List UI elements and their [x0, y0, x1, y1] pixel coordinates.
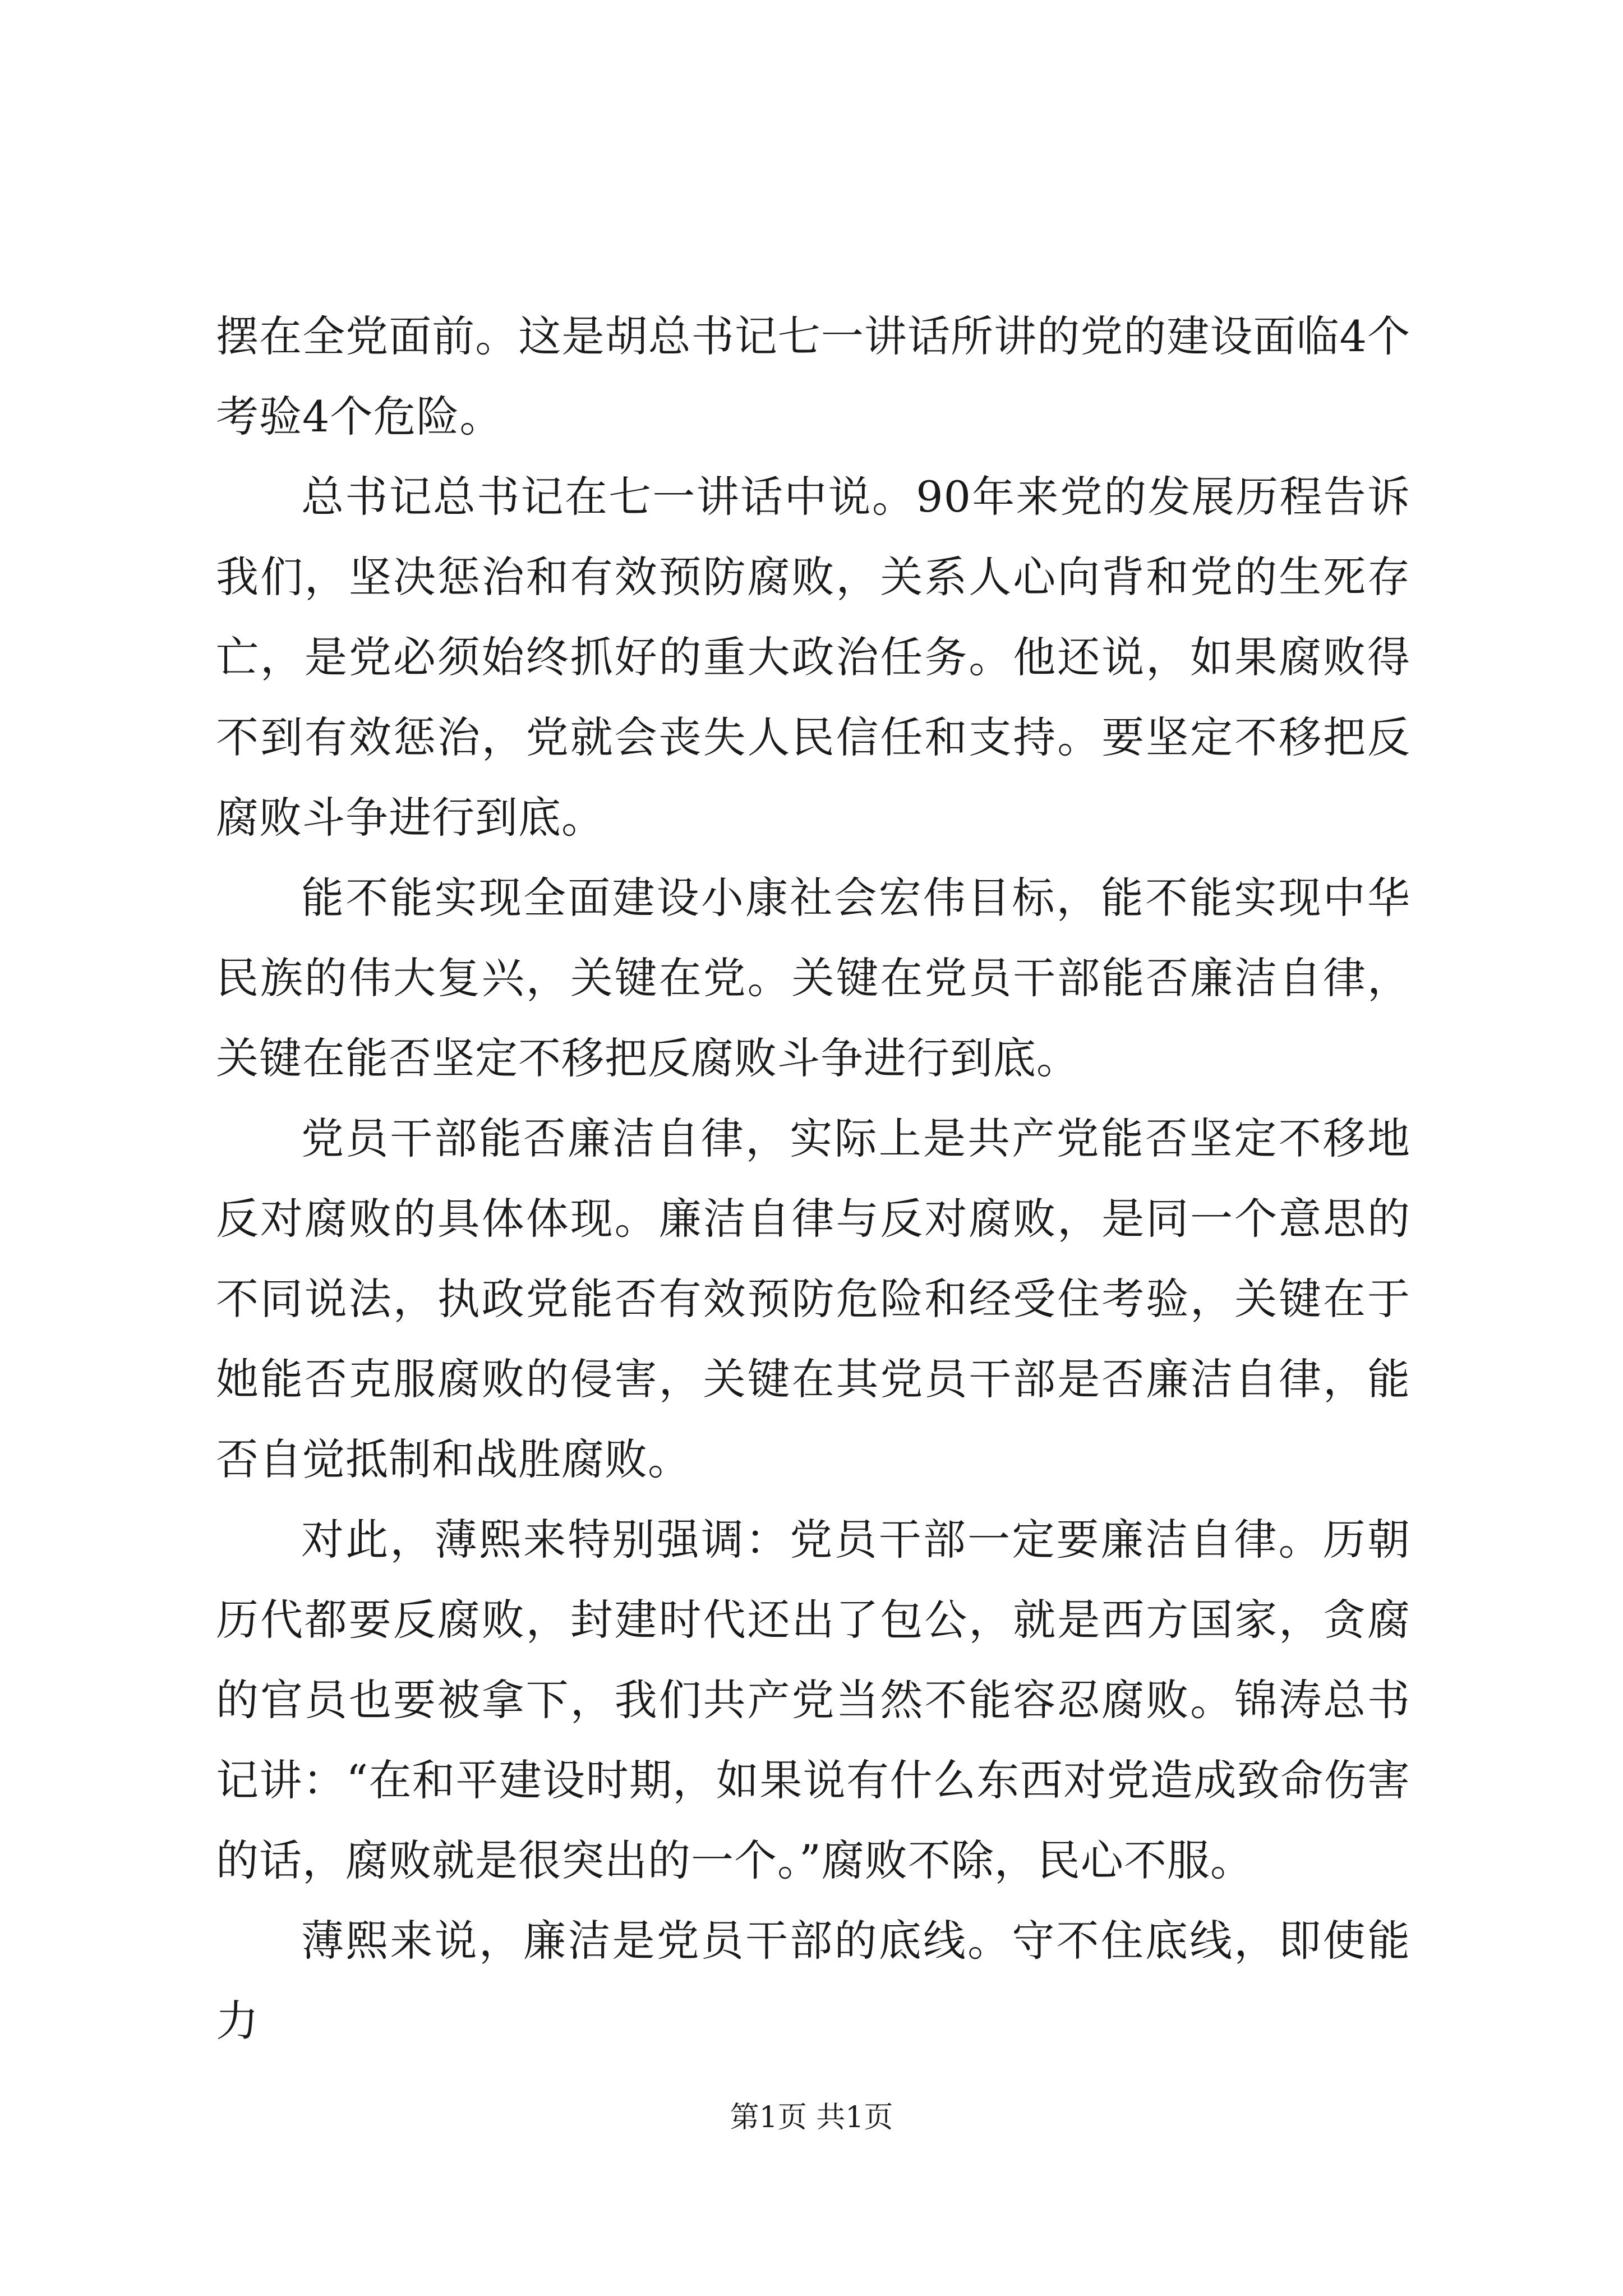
paragraph-4: 党员干部能否廉洁自律，实际上是共产党能否坚定不移地反对腐败的具体体现。廉洁自律与反对腐败，是同一个意思的不同说法，执政党能否有效预防危险和经受住考验，关键在于她能否克服腐败的侵害，关键在其党员干部是否廉洁自律，能否自觉抵制和战胜腐败。: [216, 1114, 1410, 1484]
paragraph-1: 摆在全党面前。这是胡总书记七一讲话所讲的党的建设面临4个考验4个危险。: [216, 311, 1410, 441]
paragraph-2: 总书记总书记在七一讲话中说。90年来党的发展历程告诉我们，坚决惩治和有效预防腐败，关系人心向背和党的生死存亡，是党必须始终抓好的重大政治任务。他还说，如果腐败得不到有效惩治，党就会丧失人民信任和支持。要坚定不移把反腐败斗争进行到底。: [216, 472, 1410, 843]
paragraph-5: 对此，薄熙来特别强调：党员干部一定要廉洁自律。历朝历代都要反腐败，封建时代还出了包公，就是西方国家，贪腐的官员也要被拿下，我们共产党当然不能容忍腐败。锦涛总书记讲：“在和平建设时期，如果说有什么东西对党造成致命伤害的话，腐败就是很突出的一个。”腐败不除，民心不服。: [216, 1515, 1410, 1885]
paragraph-3: 能不能实现全面建设小康社会宏伟目标，能不能实现中华民族的伟大复兴，关键在党。关键在党员干部能否廉洁自律，关键在能否坚定不移把反腐败斗争进行到底。: [216, 873, 1410, 1083]
paragraph-6: 薄熙来说，廉洁是党员干部的底线。守不住底线，即使能力: [216, 1916, 1410, 2046]
page-number: 第1页 共1页: [730, 2101, 893, 2134]
body-text: [216, 296, 1410, 2061]
page-footer: [0, 2098, 1623, 2137]
